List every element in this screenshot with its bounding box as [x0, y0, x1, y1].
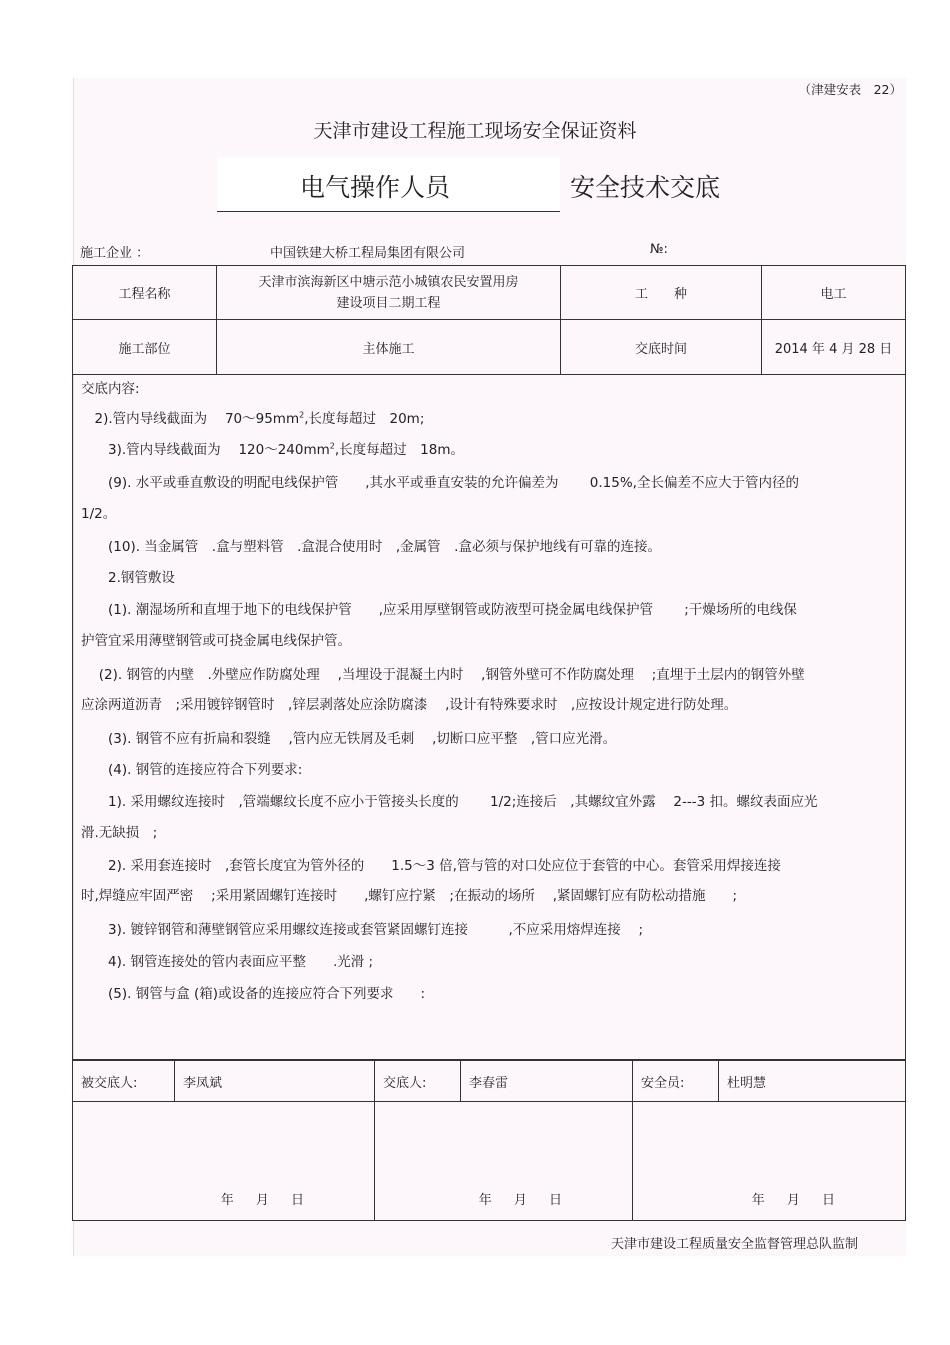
para-2 [81, 435, 889, 466]
form-code: （津建安表 22） [798, 82, 902, 97]
para-14: (5). 钢管与盒 (箱)或设备的连接应符合下列要求 : [81, 986, 426, 1002]
receiver-name: 李凤斌 [175, 1061, 375, 1102]
para-5: 2.钢管敷设 [81, 570, 175, 586]
giver-label: 交底人: [375, 1061, 461, 1102]
para-1-text-b: ,长度每超过 20m; [304, 411, 425, 427]
part-label: 施工部位 [73, 320, 217, 375]
receiver-date: 年 月 日 [220, 1193, 304, 1208]
safety-label: 安全员: [633, 1061, 719, 1102]
company-name: 中国铁建大桥工程局集团有限公司 [270, 246, 466, 261]
para-2-text: 3).管内导线截面为 120～240mm [81, 442, 330, 458]
info-table [72, 265, 906, 375]
para-13: 4). 钢管连接处的管内表面应平整 .光滑 ; [81, 954, 374, 970]
content-header: 交底内容: [81, 381, 140, 397]
time-value: 2014 年 4 月 28 日 [762, 320, 906, 375]
para-4: (10). 当金属管 .盒与塑料管 .盒混合使用时 ,金属管 .盒必须与保护地线有可靠的连接。 [81, 539, 661, 555]
project-name-line2: 建设项目二期工程 [336, 295, 441, 311]
part-value: 主体施工 [217, 320, 561, 375]
para-7: (2). 钢管的内壁 .外壁应作防腐处理 ,当埋设于混凝土内时 ,钢管外壁可不作防腐处理 ;直埋于土层内的钢管外壁 [81, 667, 805, 683]
project-label: 工程名称 [73, 266, 217, 320]
para-9: (4). 钢管的连接应符合下列要求: [81, 762, 303, 778]
para-6: (1). 潮湿场所和直埋于地下的电线保护管 ,应采用厚壁钢管或防液型可挠金属电线保护管 ;干燥场所的电线保 [81, 602, 797, 618]
safety-name: 杜明慧 [719, 1061, 906, 1102]
trade-value: 电工 [762, 266, 906, 320]
safety-date-cell [633, 1102, 906, 1221]
para-8: (3). 钢管不应有折扁和裂缝 ,管内应无铁屑及毛刺 ,切断口应平整 ,管口应光滑。 [81, 731, 617, 747]
para-11b: 时,焊缝应牢固严密 ;采用紧固螺钉连接时 ,螺钉应拧紧 ;在振动的场所 ,紧固螺钉应有防松动措施 ; [81, 888, 738, 904]
giver-date-cell [375, 1102, 633, 1221]
para-11: 2). 采用套连接时 ,套管长度宜为管外径的 1.5～3 倍,管与管的对口处应位于套管的中心。套管采用焊接连接 [81, 858, 781, 874]
para-10: 1). 采用螺纹连接时 ,管端螺纹长度不应小于管接头长度的 1/2;连接后 ,其螺纹宜外露 2---3 扣。螺纹表面应光 [81, 794, 818, 810]
project-name-line1: 天津市滨海新区中塘示范小城镇农民安置用房 [258, 274, 519, 290]
company-label: 施工企业 ： [80, 246, 150, 261]
project-name [217, 266, 561, 320]
signature-table [72, 1060, 906, 1221]
doc-title-right: 安全技术交底 [570, 173, 721, 202]
content-box [72, 375, 906, 1060]
receiver-date-cell [73, 1102, 375, 1221]
number-label: №: [650, 242, 668, 257]
para-1 [81, 404, 889, 435]
doc-title-left: 电气操作人员 [300, 173, 451, 202]
giver-name: 李春雷 [461, 1061, 633, 1102]
para-1-sup: 2 [299, 410, 305, 420]
time-label: 交底时间 [561, 320, 762, 375]
trade-label: 工 种 [561, 266, 762, 320]
para-7b: 应涂两道沥青 ;采用镀锌钢管时 ,锌层剥落处应涂防腐漆 ,设计有特殊要求时 ,应按设计规定进行防处理。 [81, 697, 738, 713]
para-2-sup: 2 [329, 441, 335, 451]
safety-date: 年 月 日 [751, 1193, 835, 1208]
para-10b: 滑.无缺损 ; [81, 825, 158, 841]
para-6b: 护管宜采用薄壁钢管或可挠金属电线保护管。 [81, 633, 351, 649]
para-3b: 1/2。 [81, 506, 117, 522]
receiver-label: 被交底人: [73, 1061, 175, 1102]
main-title: 天津市建设工程施工现场安全保证资料 [313, 120, 637, 142]
para-3: (9). 水平或垂直敷设的明配电线保护管 ,其水平或垂直安装的允许偏差为 0.15%,全长偏差不应大于管内径的 [81, 475, 799, 491]
para-2-text-b: ,长度每超过 18m。 [334, 442, 464, 458]
giver-date: 年 月 日 [478, 1193, 562, 1208]
para-12: 3). 镀锌钢管和薄壁钢管应采用螺纹连接或套管紧固螺钉连接 ,不应采用熔焊连接 ; [81, 922, 644, 938]
para-1-text: 2).管内导线截面为 70～95mm [81, 411, 300, 427]
footer-note: 天津市建设工程质量安全监督管理总队监制 [610, 1237, 858, 1252]
